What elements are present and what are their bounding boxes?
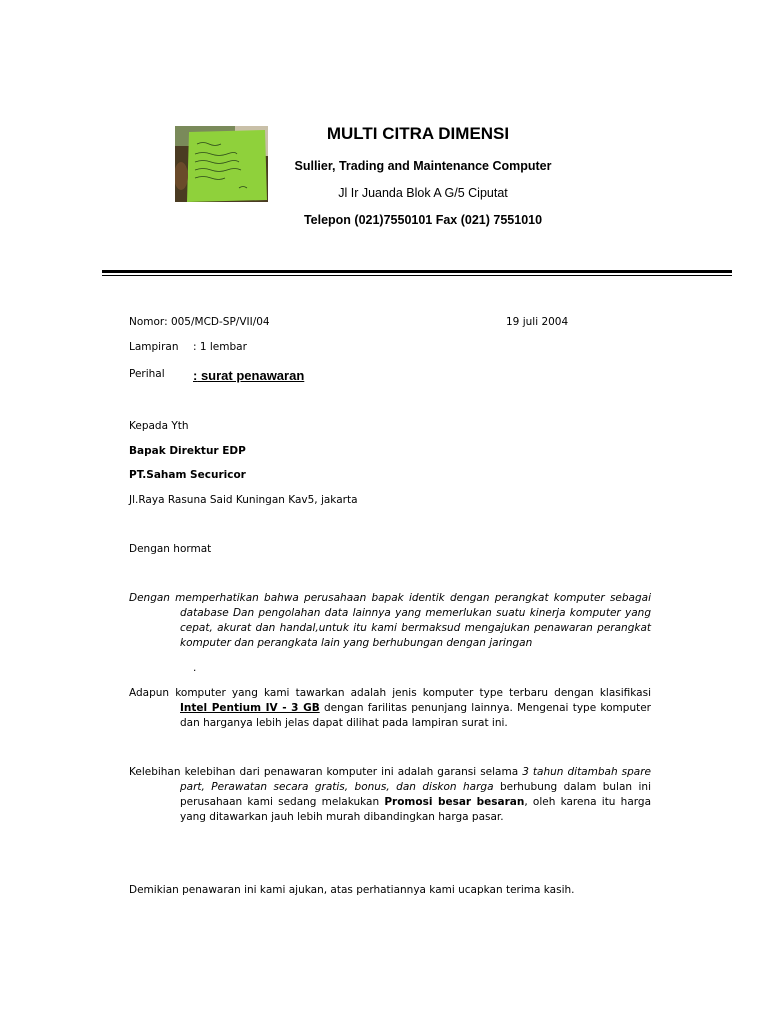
paragraph-3-c: berhubung dalam bulan ini perusahaan kami sedang melakukan: [180, 781, 651, 808]
header-divider-thin: [102, 275, 732, 276]
paragraph-2-spec: Intel Pentium IV - 3 GB: [180, 702, 320, 714]
company-phone: Telepon (021)7550101 Fax (021) 7551010: [303, 213, 543, 227]
perihal-value-wrap: [193, 365, 304, 384]
company-logo: [175, 126, 268, 202]
paragraph-2-outro: dengan farilitas penunjang lainnya. Mengenai type komputer dan harganya lebih jelas dapat dilihat pada lampiran surat ini.: [180, 702, 651, 729]
perihal-colon: :: [193, 368, 198, 383]
recipient-company: PT.Saham Securicor: [129, 469, 246, 481]
letter-number: Nomor: 005/MCD-SP/VII/04: [129, 316, 270, 328]
letter-date: 19 juli 2004: [506, 316, 569, 328]
company-tagline: Sullier, Trading and Maintenance Computer: [294, 159, 552, 173]
recipient-to: Kepada Yth: [129, 420, 189, 432]
closing-sentence: Demikian penawaran ini kami ajukan, atas perhatiannya kami ucapkan terima kasih.: [129, 884, 575, 896]
perihal-label: Perihal: [129, 368, 165, 380]
paragraph-2-intro: Adapun komputer yang kami tawarkan adalah jenis komputer type terbaru dengan klasifikasi: [129, 687, 651, 699]
paragraph-3: [129, 765, 651, 825]
paragraph-1-first-line: Dengan memperhatikan bahwa perusahaan bapak identik dengan perangkat komputer sebagai: [129, 592, 651, 604]
perihal-value: surat penawaran: [197, 368, 305, 383]
header-divider-thick: [102, 270, 732, 273]
paragraph-1: [129, 591, 651, 651]
green-sticky-note-icon: [175, 126, 268, 202]
recipient-name: Bapak Direktur EDP: [129, 445, 246, 457]
lampiran-label: Lampiran: [129, 341, 179, 353]
paragraph-3-a: Kelebihan kelebihan dari penawaran komputer ini adalah garansi selama: [129, 766, 523, 778]
lampiran-value: : 1 lembar: [193, 341, 247, 353]
recipient-address: Jl.Raya Rasuna Said Kuningan Kav5, jakarta: [129, 494, 358, 506]
greeting: Dengan hormat: [129, 543, 212, 555]
paragraph-3-benefits: 3 tahun ditambah spare part, Perawatan secara gratis, bonus, dan diskon harga: [180, 766, 651, 793]
paragraph-3-e: , oleh karena itu harga yang ditawarkan jauh lebih murah dibandingkan harga pasar.: [180, 796, 652, 823]
paragraph-3-promo: Promosi besar besaran: [384, 796, 525, 808]
paragraph-1-dot: .: [193, 662, 197, 674]
paragraph-2-body: [129, 686, 651, 731]
paragraph-3-body: [129, 765, 651, 825]
company-address: Jl Ir Juanda Blok A G/5 Ciputat: [338, 186, 508, 200]
paragraph-1-rest: database Dan pengolahan data lainnya yang memerlukan suatu kinerja komputer yang cepat, akurat dan handal,untuk itu kami bermaksud mengajukan penawaran perangkat komputer dan perangkata lain yang berhubungan dengan jaringan: [180, 607, 651, 649]
company-name: MULTI CITRA DIMENSI: [326, 124, 510, 143]
paragraph-2: [129, 686, 651, 731]
